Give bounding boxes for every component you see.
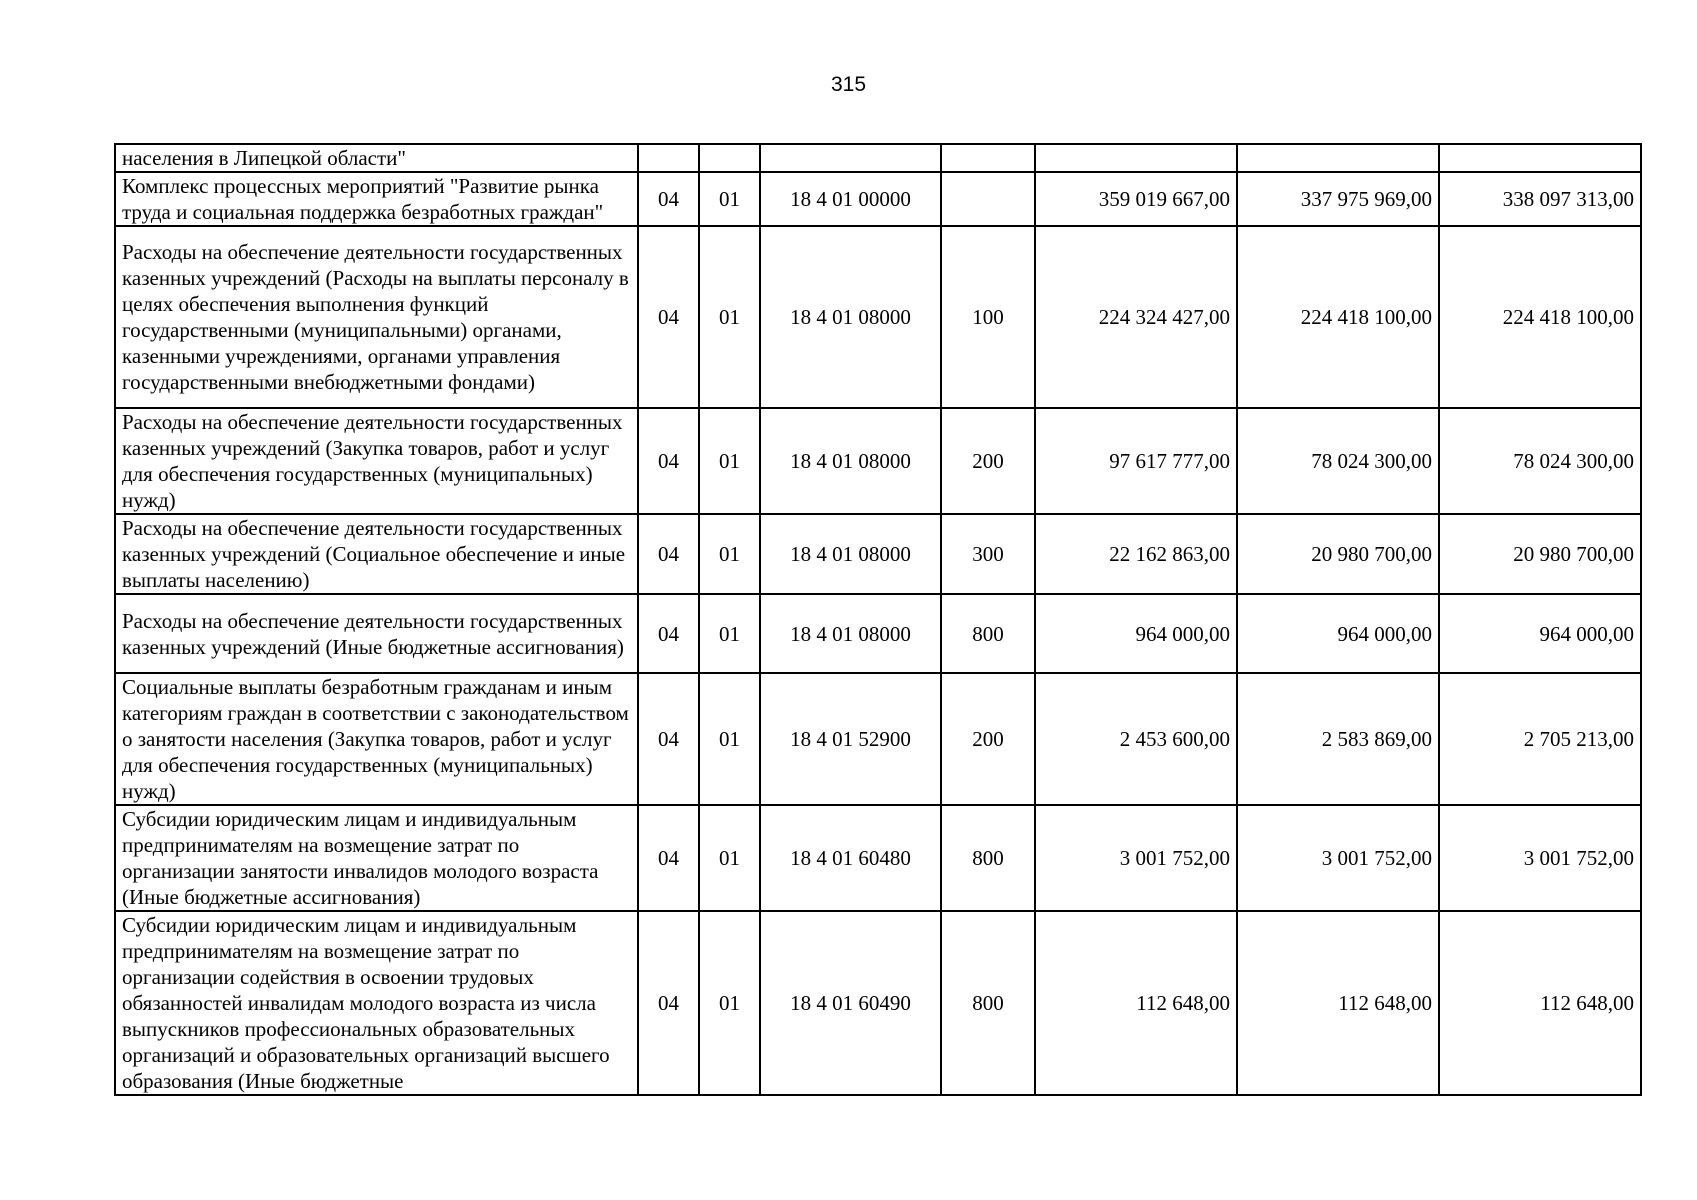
section-cell: 04 bbox=[638, 805, 699, 911]
subsection-cell: 01 bbox=[699, 226, 760, 408]
sum-cell-1: 3 001 752,00 bbox=[1035, 805, 1237, 911]
name-cell: Расходы на обеспечение деятельности государственных казенных учреждений (Социальное обеспечение и иные выплаты населению) bbox=[115, 514, 638, 594]
sum-cell-3 bbox=[1439, 144, 1641, 172]
sum-cell-1 bbox=[1035, 144, 1237, 172]
sum-cell-3: 112 648,00 bbox=[1439, 911, 1641, 1095]
table-row bbox=[115, 226, 1641, 408]
table-row bbox=[115, 911, 1641, 1095]
subsection-cell: 01 bbox=[699, 805, 760, 911]
sum-cell-3: 20 980 700,00 bbox=[1439, 514, 1641, 594]
target-article-cell: 18 4 01 60490 bbox=[760, 911, 941, 1095]
sum-cell-3: 3 001 752,00 bbox=[1439, 805, 1641, 911]
expense-type-cell: 300 bbox=[941, 514, 1035, 594]
subsection-cell bbox=[699, 144, 760, 172]
name-cell: Социальные выплаты безработным гражданам и иным категориям граждан в соответствии с законодательством о занятости населения (Закупка товаров, работ и услуг для обеспечения государственных (муниципальных) нужд) bbox=[115, 673, 638, 805]
name-cell: Расходы на обеспечение деятельности государственных казенных учреждений (Расходы на выплаты персоналу в целях обеспечения выполнения функций государственными (муниципальными) органами, казенными учреждениями, органами управления государственными внебюджетными фондами) bbox=[115, 226, 638, 408]
sum-cell-1: 97 617 777,00 bbox=[1035, 408, 1237, 514]
sum-cell-2 bbox=[1237, 144, 1439, 172]
section-cell: 04 bbox=[638, 911, 699, 1095]
table-row bbox=[115, 514, 1641, 594]
subsection-cell: 01 bbox=[699, 514, 760, 594]
subsection-cell: 01 bbox=[699, 408, 760, 514]
sum-cell-2: 2 583 869,00 bbox=[1237, 673, 1439, 805]
section-cell: 04 bbox=[638, 172, 699, 226]
target-article-cell: 18 4 01 52900 bbox=[760, 673, 941, 805]
expense-type-cell: 800 bbox=[941, 911, 1035, 1095]
expense-type-cell: 200 bbox=[941, 673, 1035, 805]
sum-cell-2: 78 024 300,00 bbox=[1237, 408, 1439, 514]
name-cell: Комплекс процессных мероприятий "Развитие рынка труда и социальная поддержка безработных граждан" bbox=[115, 172, 638, 226]
sum-cell-1: 112 648,00 bbox=[1035, 911, 1237, 1095]
subsection-cell: 01 bbox=[699, 911, 760, 1095]
target-article-cell: 18 4 01 00000 bbox=[760, 172, 941, 226]
sum-cell-3: 2 705 213,00 bbox=[1439, 673, 1641, 805]
sum-cell-1: 224 324 427,00 bbox=[1035, 226, 1237, 408]
name-cell: Субсидии юридическим лицам и индивидуальным предпринимателям на возмещение затрат по организации содействия в освоении трудовых обязанностей инвалидам молодого возраста из числа выпускников профессиональных образовательных организаций и образовательных организаций высшего образования (Иные бюджетные bbox=[115, 911, 638, 1095]
subsection-cell: 01 bbox=[699, 673, 760, 805]
sum-cell-3: 224 418 100,00 bbox=[1439, 226, 1641, 408]
expense-type-cell bbox=[941, 144, 1035, 172]
budget-table bbox=[114, 143, 1642, 1096]
table-row bbox=[115, 673, 1641, 805]
expense-type-cell: 100 bbox=[941, 226, 1035, 408]
table-row bbox=[115, 144, 1641, 172]
section-cell: 04 bbox=[638, 226, 699, 408]
sum-cell-3: 338 097 313,00 bbox=[1439, 172, 1641, 226]
sum-cell-1: 2 453 600,00 bbox=[1035, 673, 1237, 805]
section-cell: 04 bbox=[638, 514, 699, 594]
sum-cell-2: 112 648,00 bbox=[1237, 911, 1439, 1095]
sum-cell-2: 964 000,00 bbox=[1237, 594, 1439, 673]
sum-cell-2: 337 975 969,00 bbox=[1237, 172, 1439, 226]
target-article-cell: 18 4 01 60480 bbox=[760, 805, 941, 911]
expense-type-cell bbox=[941, 172, 1035, 226]
name-cell: населения в Липецкой области" bbox=[115, 144, 638, 172]
expense-type-cell: 200 bbox=[941, 408, 1035, 514]
target-article-cell: 18 4 01 08000 bbox=[760, 594, 941, 673]
table-row bbox=[115, 172, 1641, 226]
expense-type-cell: 800 bbox=[941, 594, 1035, 673]
subsection-cell: 01 bbox=[699, 594, 760, 673]
target-article-cell: 18 4 01 08000 bbox=[760, 226, 941, 408]
subsection-cell: 01 bbox=[699, 172, 760, 226]
section-cell: 04 bbox=[638, 673, 699, 805]
table-row bbox=[115, 594, 1641, 673]
table-row bbox=[115, 408, 1641, 514]
target-article-cell: 18 4 01 08000 bbox=[760, 408, 941, 514]
sum-cell-1: 964 000,00 bbox=[1035, 594, 1237, 673]
target-article-cell bbox=[760, 144, 941, 172]
table-row bbox=[115, 805, 1641, 911]
sum-cell-1: 22 162 863,00 bbox=[1035, 514, 1237, 594]
page-number: 315 bbox=[830, 73, 867, 96]
name-cell: Субсидии юридическим лицам и индивидуальным предпринимателям на возмещение затрат по организации занятости инвалидов молодого возраста (Иные бюджетные ассигнования) bbox=[115, 805, 638, 911]
target-article-cell: 18 4 01 08000 bbox=[760, 514, 941, 594]
section-cell: 04 bbox=[638, 594, 699, 673]
sum-cell-3: 78 024 300,00 bbox=[1439, 408, 1641, 514]
sum-cell-2: 20 980 700,00 bbox=[1237, 514, 1439, 594]
section-cell: 04 bbox=[638, 408, 699, 514]
expense-type-cell: 800 bbox=[941, 805, 1035, 911]
sum-cell-3: 964 000,00 bbox=[1439, 594, 1641, 673]
sum-cell-1: 359 019 667,00 bbox=[1035, 172, 1237, 226]
sum-cell-2: 224 418 100,00 bbox=[1237, 226, 1439, 408]
sum-cell-2: 3 001 752,00 bbox=[1237, 805, 1439, 911]
section-cell bbox=[638, 144, 699, 172]
name-cell: Расходы на обеспечение деятельности государственных казенных учреждений (Закупка товаров, работ и услуг для обеспечения государственных (муниципальных) нужд) bbox=[115, 408, 638, 514]
name-cell: Расходы на обеспечение деятельности государственных казенных учреждений (Иные бюджетные ассигнования) bbox=[115, 594, 638, 673]
